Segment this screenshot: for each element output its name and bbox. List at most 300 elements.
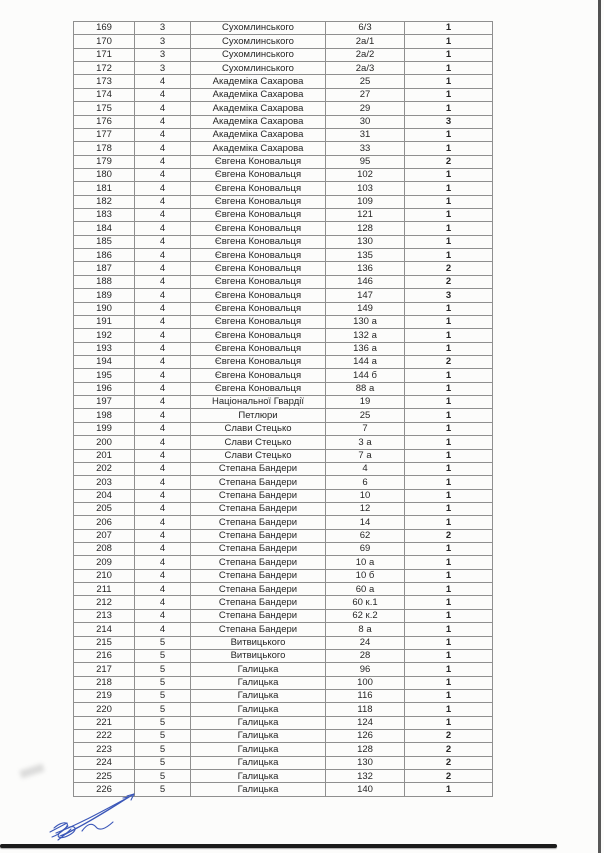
district-number-cell: 4 bbox=[135, 275, 191, 288]
table-row bbox=[74, 195, 493, 208]
row-number-cell: 187 bbox=[74, 262, 135, 275]
district-number-cell: 5 bbox=[135, 783, 191, 797]
district-number-cell: 4 bbox=[135, 315, 191, 328]
row-number-cell: 208 bbox=[74, 543, 135, 556]
count-cell: 1 bbox=[405, 543, 493, 556]
table-row bbox=[74, 396, 493, 409]
district-number-cell: 4 bbox=[135, 436, 191, 449]
street-name-cell: Галицька bbox=[191, 783, 326, 797]
district-number-cell: 4 bbox=[135, 302, 191, 315]
count-cell: 2 bbox=[405, 355, 493, 368]
table-row bbox=[74, 422, 493, 435]
count-cell: 2 bbox=[405, 155, 493, 168]
row-number-cell: 213 bbox=[74, 609, 135, 622]
house-number-cell: 60 к.1 bbox=[326, 596, 405, 609]
district-number-cell: 3 bbox=[135, 62, 191, 75]
street-name-cell: Степана Бандери bbox=[191, 596, 326, 609]
row-number-cell: 185 bbox=[74, 235, 135, 248]
count-cell: 1 bbox=[405, 449, 493, 462]
table-row bbox=[74, 22, 493, 35]
street-name-cell: Євгена Коновальця bbox=[191, 262, 326, 275]
house-number-cell: 6 bbox=[326, 476, 405, 489]
district-number-cell: 4 bbox=[135, 529, 191, 542]
count-cell: 1 bbox=[405, 663, 493, 676]
count-cell: 1 bbox=[405, 569, 493, 582]
house-number-cell: 25 bbox=[326, 409, 405, 422]
address-table bbox=[73, 21, 487, 797]
district-number-cell: 4 bbox=[135, 329, 191, 342]
house-number-cell: 140 bbox=[326, 783, 405, 797]
count-cell: 1 bbox=[405, 422, 493, 435]
street-name-cell: Академіка Сахарова bbox=[191, 142, 326, 155]
district-number-cell: 4 bbox=[135, 88, 191, 101]
table-row bbox=[74, 623, 493, 636]
count-cell: 1 bbox=[405, 636, 493, 649]
street-name-cell: Галицька bbox=[191, 743, 326, 756]
row-number-cell: 226 bbox=[74, 783, 135, 797]
district-number-cell: 3 bbox=[135, 22, 191, 35]
count-cell: 1 bbox=[405, 342, 493, 355]
house-number-cell: 2а/2 bbox=[326, 48, 405, 61]
house-number-cell: 144 а bbox=[326, 355, 405, 368]
district-number-cell: 4 bbox=[135, 369, 191, 382]
street-name-cell: Степана Бандери bbox=[191, 583, 326, 596]
table-row bbox=[74, 583, 493, 596]
count-cell: 1 bbox=[405, 409, 493, 422]
house-number-cell: 60 а bbox=[326, 583, 405, 596]
street-name-cell: Степана Бандери bbox=[191, 556, 326, 569]
row-number-cell: 198 bbox=[74, 409, 135, 422]
table-row bbox=[74, 249, 493, 262]
row-number-cell: 214 bbox=[74, 623, 135, 636]
row-number-cell: 169 bbox=[74, 22, 135, 35]
row-number-cell: 190 bbox=[74, 302, 135, 315]
house-number-cell: 2а/1 bbox=[326, 35, 405, 48]
table-row bbox=[74, 476, 493, 489]
house-number-cell: 147 bbox=[326, 289, 405, 302]
table-row bbox=[74, 730, 493, 743]
district-number-cell: 4 bbox=[135, 155, 191, 168]
table-row bbox=[74, 649, 493, 662]
house-number-cell: 128 bbox=[326, 743, 405, 756]
table-row bbox=[74, 289, 493, 302]
row-number-cell: 211 bbox=[74, 583, 135, 596]
row-number-cell: 181 bbox=[74, 182, 135, 195]
count-cell: 1 bbox=[405, 62, 493, 75]
count-cell: 1 bbox=[405, 382, 493, 395]
street-name-cell: Євгена Коновальця bbox=[191, 155, 326, 168]
table-row bbox=[74, 502, 493, 515]
row-number-cell: 173 bbox=[74, 75, 135, 88]
table-row bbox=[74, 262, 493, 275]
row-number-cell: 188 bbox=[74, 275, 135, 288]
table-row bbox=[74, 609, 493, 622]
district-number-cell: 4 bbox=[135, 583, 191, 596]
count-cell: 1 bbox=[405, 703, 493, 716]
house-number-cell: 8 а bbox=[326, 623, 405, 636]
street-name-cell: Євгена Коновальця bbox=[191, 289, 326, 302]
house-number-cell: 2а/3 bbox=[326, 62, 405, 75]
table-row bbox=[74, 382, 493, 395]
row-number-cell: 201 bbox=[74, 449, 135, 462]
street-name-cell: Євгена Коновальця bbox=[191, 355, 326, 368]
count-cell: 2 bbox=[405, 756, 493, 769]
house-number-cell: 4 bbox=[326, 462, 405, 475]
count-cell: 3 bbox=[405, 115, 493, 128]
count-cell: 1 bbox=[405, 128, 493, 141]
district-number-cell: 4 bbox=[135, 543, 191, 556]
street-name-cell: Степана Бандери bbox=[191, 543, 326, 556]
house-number-cell: 118 bbox=[326, 703, 405, 716]
district-number-cell: 5 bbox=[135, 649, 191, 662]
count-cell: 1 bbox=[405, 88, 493, 101]
row-number-cell: 189 bbox=[74, 289, 135, 302]
district-number-cell: 4 bbox=[135, 289, 191, 302]
house-number-cell: 6/3 bbox=[326, 22, 405, 35]
district-number-cell: 4 bbox=[135, 623, 191, 636]
table-row bbox=[74, 48, 493, 61]
house-number-cell: 136 а bbox=[326, 342, 405, 355]
table-row bbox=[74, 128, 493, 141]
row-number-cell: 177 bbox=[74, 128, 135, 141]
house-number-cell: 10 bbox=[326, 489, 405, 502]
district-number-cell: 5 bbox=[135, 689, 191, 702]
row-number-cell: 206 bbox=[74, 516, 135, 529]
count-cell: 1 bbox=[405, 396, 493, 409]
table-row bbox=[74, 222, 493, 235]
table-row bbox=[74, 115, 493, 128]
district-number-cell: 4 bbox=[135, 262, 191, 275]
table-row bbox=[74, 355, 493, 368]
house-number-cell: 62 bbox=[326, 529, 405, 542]
street-name-cell: Галицька bbox=[191, 756, 326, 769]
house-number-cell: 25 bbox=[326, 75, 405, 88]
count-cell: 1 bbox=[405, 302, 493, 315]
table-row bbox=[74, 88, 493, 101]
street-name-cell: Степана Бандери bbox=[191, 516, 326, 529]
district-number-cell: 4 bbox=[135, 609, 191, 622]
district-number-cell: 4 bbox=[135, 75, 191, 88]
row-number-cell: 222 bbox=[74, 730, 135, 743]
street-name-cell: Євгена Коновальця bbox=[191, 209, 326, 222]
count-cell: 1 bbox=[405, 476, 493, 489]
count-cell: 1 bbox=[405, 489, 493, 502]
district-number-cell: 4 bbox=[135, 249, 191, 262]
table-row bbox=[74, 716, 493, 729]
table-row bbox=[74, 770, 493, 783]
district-number-cell: 4 bbox=[135, 476, 191, 489]
street-name-cell: Галицька bbox=[191, 730, 326, 743]
count-cell: 1 bbox=[405, 516, 493, 529]
house-number-cell: 130 а bbox=[326, 315, 405, 328]
house-number-cell: 103 bbox=[326, 182, 405, 195]
table-row bbox=[74, 102, 493, 115]
house-number-cell: 30 bbox=[326, 115, 405, 128]
count-cell: 1 bbox=[405, 649, 493, 662]
district-number-cell: 4 bbox=[135, 355, 191, 368]
count-cell: 2 bbox=[405, 275, 493, 288]
table-row bbox=[74, 342, 493, 355]
row-number-cell: 209 bbox=[74, 556, 135, 569]
house-number-cell: 14 bbox=[326, 516, 405, 529]
row-number-cell: 182 bbox=[74, 195, 135, 208]
table-row bbox=[74, 756, 493, 769]
table-row bbox=[74, 529, 493, 542]
street-name-cell: Євгена Коновальця bbox=[191, 168, 326, 181]
row-number-cell: 217 bbox=[74, 663, 135, 676]
street-name-cell: Євгена Коновальця bbox=[191, 329, 326, 342]
house-number-cell: 33 bbox=[326, 142, 405, 155]
row-number-cell: 220 bbox=[74, 703, 135, 716]
house-number-cell: 12 bbox=[326, 502, 405, 515]
street-name-cell: Євгена Коновальця bbox=[191, 249, 326, 262]
table-row bbox=[74, 663, 493, 676]
street-name-cell: Слави Стецько bbox=[191, 449, 326, 462]
count-cell: 1 bbox=[405, 609, 493, 622]
count-cell: 1 bbox=[405, 329, 493, 342]
count-cell: 1 bbox=[405, 102, 493, 115]
count-cell: 2 bbox=[405, 730, 493, 743]
table-row bbox=[74, 409, 493, 422]
street-name-cell: Євгена Коновальця bbox=[191, 222, 326, 235]
scan-smudge bbox=[19, 763, 44, 778]
house-number-cell: 7 bbox=[326, 422, 405, 435]
count-cell: 1 bbox=[405, 75, 493, 88]
district-number-cell: 4 bbox=[135, 422, 191, 435]
count-cell: 1 bbox=[405, 142, 493, 155]
street-name-cell: Сухомлинського bbox=[191, 62, 326, 75]
street-name-cell: Галицька bbox=[191, 689, 326, 702]
house-number-cell: 149 bbox=[326, 302, 405, 315]
row-number-cell: 216 bbox=[74, 649, 135, 662]
street-name-cell: Галицька bbox=[191, 663, 326, 676]
count-cell: 1 bbox=[405, 689, 493, 702]
row-number-cell: 204 bbox=[74, 489, 135, 502]
count-cell: 1 bbox=[405, 462, 493, 475]
district-number-cell: 5 bbox=[135, 770, 191, 783]
table-row bbox=[74, 142, 493, 155]
street-name-cell: Академіка Сахарова bbox=[191, 88, 326, 101]
row-number-cell: 197 bbox=[74, 396, 135, 409]
street-name-cell: Степана Бандери bbox=[191, 502, 326, 515]
district-number-cell: 3 bbox=[135, 35, 191, 48]
row-number-cell: 195 bbox=[74, 369, 135, 382]
table-row bbox=[74, 689, 493, 702]
count-cell: 1 bbox=[405, 369, 493, 382]
house-number-cell: 126 bbox=[326, 730, 405, 743]
count-cell: 1 bbox=[405, 315, 493, 328]
count-cell: 1 bbox=[405, 249, 493, 262]
row-number-cell: 174 bbox=[74, 88, 135, 101]
district-number-cell: 4 bbox=[135, 222, 191, 235]
row-number-cell: 186 bbox=[74, 249, 135, 262]
street-name-cell: Степана Бандери bbox=[191, 529, 326, 542]
row-number-cell: 196 bbox=[74, 382, 135, 395]
district-number-cell: 4 bbox=[135, 396, 191, 409]
district-number-cell: 4 bbox=[135, 142, 191, 155]
table-row bbox=[74, 209, 493, 222]
street-name-cell: Галицька bbox=[191, 770, 326, 783]
count-cell: 1 bbox=[405, 502, 493, 515]
house-number-cell: 19 bbox=[326, 396, 405, 409]
row-number-cell: 203 bbox=[74, 476, 135, 489]
house-number-cell: 29 bbox=[326, 102, 405, 115]
table-row bbox=[74, 543, 493, 556]
row-number-cell: 170 bbox=[74, 35, 135, 48]
house-number-cell: 62 к.2 bbox=[326, 609, 405, 622]
house-number-cell: 28 bbox=[326, 649, 405, 662]
table-row bbox=[74, 315, 493, 328]
house-number-cell: 132 а bbox=[326, 329, 405, 342]
district-number-cell: 5 bbox=[135, 636, 191, 649]
count-cell: 1 bbox=[405, 168, 493, 181]
count-cell: 1 bbox=[405, 436, 493, 449]
count-cell: 1 bbox=[405, 235, 493, 248]
table-row bbox=[74, 489, 493, 502]
house-number-cell: 96 bbox=[326, 663, 405, 676]
house-number-cell: 121 bbox=[326, 209, 405, 222]
count-cell: 2 bbox=[405, 770, 493, 783]
row-number-cell: 218 bbox=[74, 676, 135, 689]
street-name-cell: Євгена Коновальця bbox=[191, 235, 326, 248]
district-number-cell: 4 bbox=[135, 556, 191, 569]
house-number-cell: 10 а bbox=[326, 556, 405, 569]
district-number-cell: 4 bbox=[135, 115, 191, 128]
district-number-cell: 4 bbox=[135, 128, 191, 141]
row-number-cell: 175 bbox=[74, 102, 135, 115]
row-number-cell: 178 bbox=[74, 142, 135, 155]
row-number-cell: 221 bbox=[74, 716, 135, 729]
district-number-cell: 5 bbox=[135, 730, 191, 743]
count-cell: 1 bbox=[405, 22, 493, 35]
row-number-cell: 215 bbox=[74, 636, 135, 649]
table-row bbox=[74, 182, 493, 195]
street-name-cell: Петлюри bbox=[191, 409, 326, 422]
street-name-cell: Євгена Коновальця bbox=[191, 275, 326, 288]
row-number-cell: 200 bbox=[74, 436, 135, 449]
street-name-cell: Степана Бандери bbox=[191, 462, 326, 475]
row-number-cell: 223 bbox=[74, 743, 135, 756]
house-number-cell: 109 bbox=[326, 195, 405, 208]
street-name-cell: Євгена Коновальця bbox=[191, 195, 326, 208]
district-number-cell: 4 bbox=[135, 102, 191, 115]
count-cell: 1 bbox=[405, 195, 493, 208]
count-cell: 2 bbox=[405, 262, 493, 275]
table-row bbox=[74, 168, 493, 181]
street-name-cell: Галицька bbox=[191, 716, 326, 729]
house-number-cell: 10 б bbox=[326, 569, 405, 582]
house-number-cell: 146 bbox=[326, 275, 405, 288]
district-number-cell: 5 bbox=[135, 676, 191, 689]
house-number-cell: 128 bbox=[326, 222, 405, 235]
street-name-cell: Галицька bbox=[191, 703, 326, 716]
house-number-cell: 100 bbox=[326, 676, 405, 689]
count-cell: 1 bbox=[405, 596, 493, 609]
house-number-cell: 102 bbox=[326, 168, 405, 181]
house-number-cell: 116 bbox=[326, 689, 405, 702]
row-number-cell: 193 bbox=[74, 342, 135, 355]
table-row bbox=[74, 449, 493, 462]
street-name-cell: Академіка Сахарова bbox=[191, 115, 326, 128]
district-number-cell: 5 bbox=[135, 716, 191, 729]
house-number-cell: 132 bbox=[326, 770, 405, 783]
row-number-cell: 192 bbox=[74, 329, 135, 342]
count-cell: 2 bbox=[405, 529, 493, 542]
house-number-cell: 144 б bbox=[326, 369, 405, 382]
table-row bbox=[74, 462, 493, 475]
street-name-cell: Степана Бандери bbox=[191, 623, 326, 636]
street-name-cell: Євгена Коновальця bbox=[191, 315, 326, 328]
district-number-cell: 4 bbox=[135, 462, 191, 475]
district-number-cell: 4 bbox=[135, 195, 191, 208]
house-number-cell: 3 а bbox=[326, 436, 405, 449]
count-cell: 2 bbox=[405, 743, 493, 756]
street-name-cell: Сухомлинського bbox=[191, 35, 326, 48]
table-row bbox=[74, 155, 493, 168]
house-number-cell: 124 bbox=[326, 716, 405, 729]
table-row bbox=[74, 596, 493, 609]
district-number-cell: 4 bbox=[135, 516, 191, 529]
row-number-cell: 194 bbox=[74, 355, 135, 368]
house-number-cell: 130 bbox=[326, 756, 405, 769]
row-number-cell: 224 bbox=[74, 756, 135, 769]
count-cell: 3 bbox=[405, 289, 493, 302]
address-table-body bbox=[74, 22, 493, 797]
count-cell: 1 bbox=[405, 623, 493, 636]
row-number-cell: 180 bbox=[74, 168, 135, 181]
row-number-cell: 202 bbox=[74, 462, 135, 475]
table-row bbox=[74, 743, 493, 756]
house-number-cell: 27 bbox=[326, 88, 405, 101]
table-row bbox=[74, 636, 493, 649]
table-row bbox=[74, 569, 493, 582]
street-name-cell: Національної Гвардії bbox=[191, 396, 326, 409]
house-number-cell: 31 bbox=[326, 128, 405, 141]
count-cell: 1 bbox=[405, 48, 493, 61]
district-number-cell: 4 bbox=[135, 596, 191, 609]
count-cell: 1 bbox=[405, 556, 493, 569]
district-number-cell: 4 bbox=[135, 168, 191, 181]
district-number-cell: 4 bbox=[135, 409, 191, 422]
table-row bbox=[74, 676, 493, 689]
district-number-cell: 4 bbox=[135, 489, 191, 502]
street-name-cell: Витвицького bbox=[191, 649, 326, 662]
scan-edge-right bbox=[598, 0, 601, 853]
table-row bbox=[74, 302, 493, 315]
row-number-cell: 207 bbox=[74, 529, 135, 542]
row-number-cell: 225 bbox=[74, 770, 135, 783]
street-name-cell: Степана Бандери bbox=[191, 609, 326, 622]
street-name-cell: Євгена Коновальця bbox=[191, 369, 326, 382]
count-cell: 1 bbox=[405, 182, 493, 195]
row-number-cell: 199 bbox=[74, 422, 135, 435]
row-number-cell: 183 bbox=[74, 209, 135, 222]
street-name-cell: Степана Бандери bbox=[191, 569, 326, 582]
row-number-cell: 212 bbox=[74, 596, 135, 609]
house-number-cell: 24 bbox=[326, 636, 405, 649]
house-number-cell: 69 bbox=[326, 543, 405, 556]
street-name-cell: Євгена Коновальця bbox=[191, 342, 326, 355]
count-cell: 1 bbox=[405, 35, 493, 48]
street-name-cell: Євгена Коновальця bbox=[191, 182, 326, 195]
house-number-cell: 130 bbox=[326, 235, 405, 248]
district-number-cell: 4 bbox=[135, 569, 191, 582]
row-number-cell: 210 bbox=[74, 569, 135, 582]
row-number-cell: 219 bbox=[74, 689, 135, 702]
street-name-cell: Слави Стецько bbox=[191, 422, 326, 435]
table-row bbox=[74, 75, 493, 88]
street-name-cell: Сухомлинського bbox=[191, 22, 326, 35]
